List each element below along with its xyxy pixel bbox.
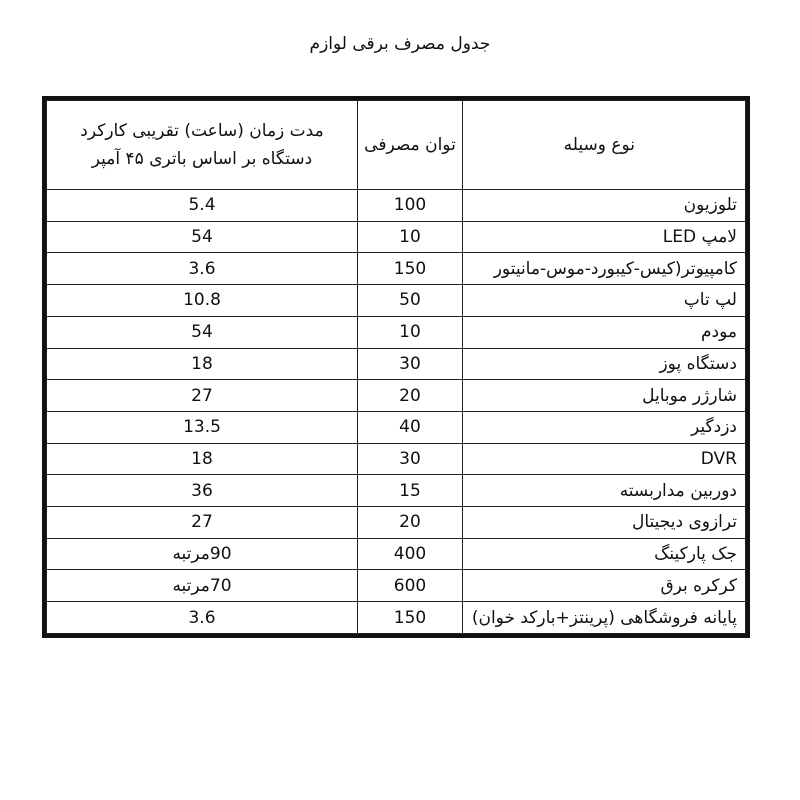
table-row bbox=[47, 380, 746, 412]
cell-duration: 18 bbox=[47, 348, 358, 380]
cell-device: کرکره برق bbox=[463, 570, 746, 602]
cell-duration: 10.8 bbox=[47, 285, 358, 317]
cell-device: لامپ LED bbox=[463, 221, 746, 253]
cell-device: شارژر موبایل bbox=[463, 380, 746, 412]
table-header-row bbox=[47, 101, 746, 190]
cell-duration: 27 bbox=[47, 507, 358, 539]
cell-duration: 54 bbox=[47, 221, 358, 253]
header-device: نوع وسیله bbox=[463, 101, 746, 190]
cell-power: 30 bbox=[358, 348, 463, 380]
header-duration: مدت زمان (ساعت) تقریبی کارکرد دستگاه بر اساس باتری ۴۵ آمپر bbox=[47, 101, 358, 190]
table-row bbox=[47, 538, 746, 570]
cell-device: دستگاه پوز bbox=[463, 348, 746, 380]
cell-device: DVR bbox=[463, 443, 746, 475]
table-row bbox=[47, 253, 746, 285]
cell-device: تلوزیون bbox=[463, 190, 746, 222]
header-power: توان مصرفی bbox=[358, 101, 463, 190]
cell-duration: 13.5 bbox=[47, 411, 358, 443]
cell-power: 100 bbox=[358, 190, 463, 222]
cell-power: 10 bbox=[358, 316, 463, 348]
page-title: جدول مصرف برقی لوازم bbox=[309, 34, 491, 54]
cell-duration: 3.6 bbox=[47, 602, 358, 634]
table-row bbox=[47, 443, 746, 475]
cell-power: 150 bbox=[358, 602, 463, 634]
cell-duration: 3.6 bbox=[47, 253, 358, 285]
cell-duration: 36 bbox=[47, 475, 358, 507]
cell-device: لپ تاپ bbox=[463, 285, 746, 317]
cell-power: 10 bbox=[358, 221, 463, 253]
cell-power: 15 bbox=[358, 475, 463, 507]
table-row bbox=[47, 221, 746, 253]
cell-power: 30 bbox=[358, 443, 463, 475]
table-row bbox=[47, 570, 746, 602]
cell-device: ترازوی دیجیتال bbox=[463, 507, 746, 539]
cell-power: 400 bbox=[358, 538, 463, 570]
cell-duration: 54 bbox=[47, 316, 358, 348]
table-row bbox=[47, 348, 746, 380]
cell-power: 20 bbox=[358, 507, 463, 539]
table-row bbox=[47, 475, 746, 507]
table-row bbox=[47, 507, 746, 539]
table-row bbox=[47, 602, 746, 634]
cell-device: جک پارکینگ bbox=[463, 538, 746, 570]
cell-power: 150 bbox=[358, 253, 463, 285]
table-row bbox=[47, 411, 746, 443]
table-row bbox=[47, 316, 746, 348]
cell-power: 50 bbox=[358, 285, 463, 317]
table-row bbox=[47, 190, 746, 222]
table-row bbox=[47, 285, 746, 317]
cell-device: پایانه فروشگاهی (پرینتز+بارکد خوان) bbox=[463, 602, 746, 634]
cell-power: 40 bbox=[358, 411, 463, 443]
cell-power: 20 bbox=[358, 380, 463, 412]
cell-device: دوربین مداربسته bbox=[463, 475, 746, 507]
cell-duration: 5.4 bbox=[47, 190, 358, 222]
cell-power: 600 bbox=[358, 570, 463, 602]
cell-duration: 70مرتبه bbox=[47, 570, 358, 602]
cell-duration: 90مرتبه bbox=[47, 538, 358, 570]
cell-device: کامپیوتر(کیس-کیبورد-موس-مانیتور bbox=[463, 253, 746, 285]
cell-device: مودم bbox=[463, 316, 746, 348]
cell-device: دزدگیر bbox=[463, 411, 746, 443]
cell-duration: 18 bbox=[47, 443, 358, 475]
consumption-table bbox=[42, 96, 750, 638]
cell-duration: 27 bbox=[47, 380, 358, 412]
